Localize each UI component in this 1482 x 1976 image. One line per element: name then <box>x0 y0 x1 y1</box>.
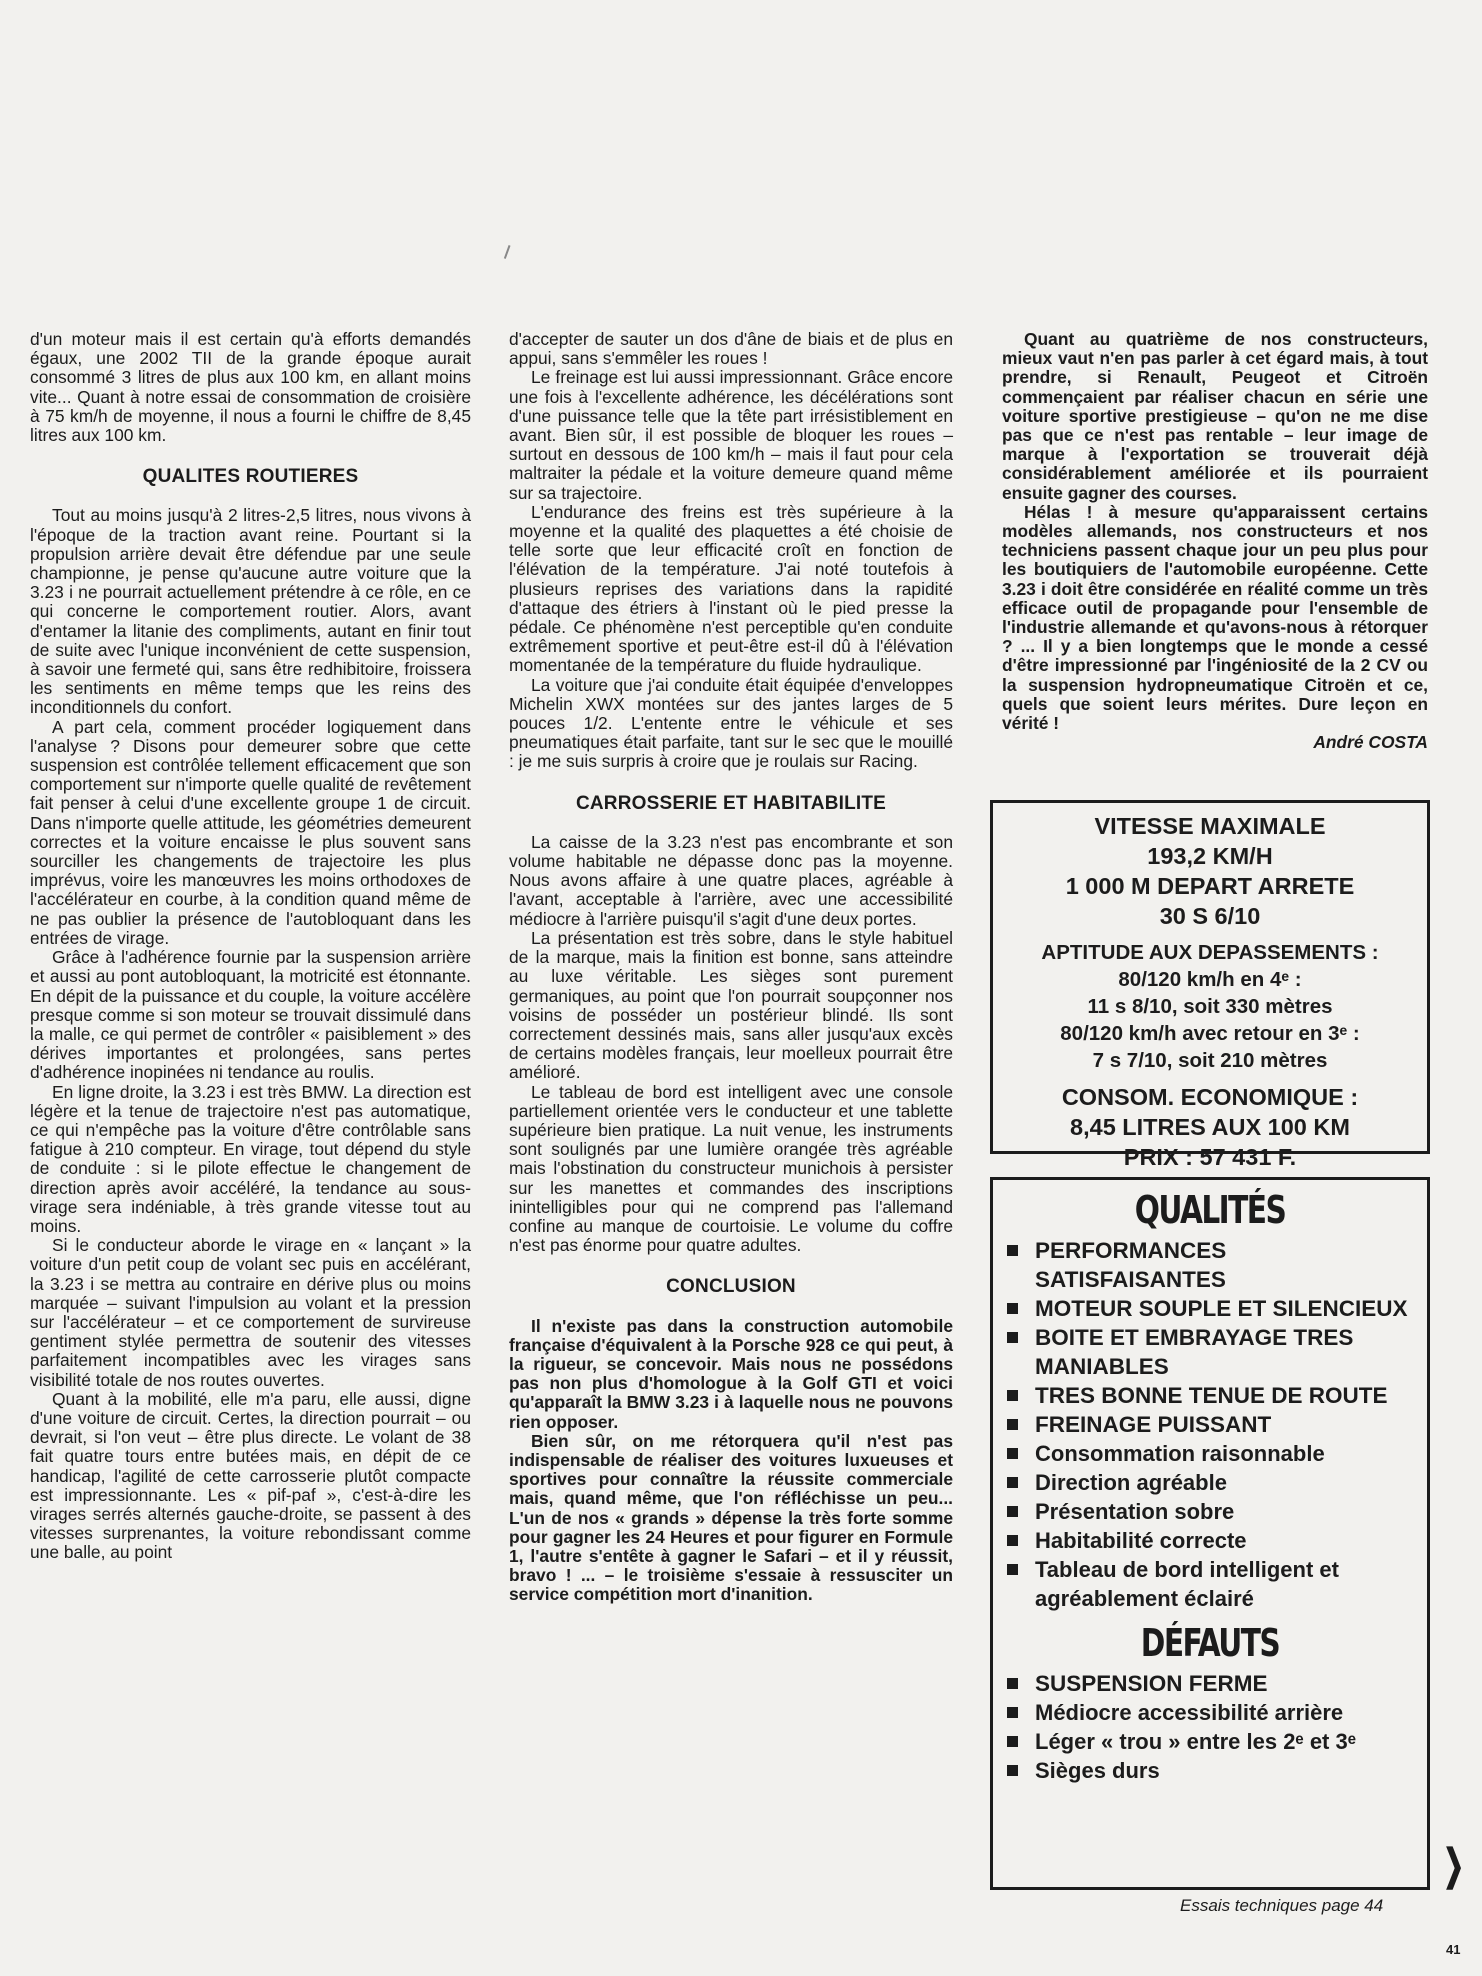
footer-continuation: Essais techniques page 44 <box>1180 1896 1384 1915</box>
list-item: PERFORMANCES SATISFAISANTES <box>1005 1236 1419 1294</box>
page-number: 41 <box>1446 1942 1461 1957</box>
list-item: TRES BONNE TENUE DE ROUTE <box>1005 1381 1419 1410</box>
list-item: FREINAGE PUISSANT <box>1005 1410 1419 1439</box>
list-item: MOTEUR SOUPLE ET SILENCIEUX <box>1005 1294 1419 1323</box>
continue-arrow-icon: ❯ <box>1443 1841 1465 1888</box>
list-item: Médiocre accessibilité arrière <box>1005 1698 1419 1727</box>
paragraph: Grâce à l'adhérence fournie par la suspension arrière et aussi au pont autobloquant, la motricité est étonnante. En dépit de la puissance et du couple, la voiture accélère presque comme si son moteur se trouvait dissimulé dans la malle, ce qui permet de contrôler « paisiblement » des dérives importantes et prolongées, sans pertes d'adhérence inopinées ni tendance au roulis. <box>30 947 471 1083</box>
qualities-defects-box <box>990 1177 1430 1890</box>
spec-line: 1 000 M DEPART ARRETE <box>1065 873 1355 899</box>
paragraph: Quant au quatrième de nos constructeurs, mieux vaut n'en pas parler à cet égard mais, à tout prendre, si Renault, Peugeot et Citroën commençaient par réaliser chacun en série une voiture sportive prestigieuse – qu'on ne me dise pas que ce n'est pas rentable – leur image de marque à l'exportation se trouverait déjà considérablement améliorée et ils pourraient ensuite gagner des courses. <box>1002 329 1428 503</box>
list-item: Présentation sobre <box>1005 1497 1419 1526</box>
section-heading: CONCLUSION <box>666 1276 796 1298</box>
spec-line: 80/120 km/h en 4ᵉ : <box>1118 968 1302 991</box>
paragraph: L'endurance des freins est très supérieure à la moyenne et la qualité des plaquettes a été choisie de telle sorte que leur efficacité croît en fonction de l'élévation de la température. J'ai noté toutefois à plusieurs reprises des variations dans la rapidité d'attaque des étriers à l'instant où le pied presse la pédale. Ce phénomène n'est perceptible qu'en conduite extrêmement sportive et peut-être est-il dû à l'élévation momentanée de la température du fluide hydraulique. <box>509 501 953 676</box>
section-heading: QUALITES ROUTIERES <box>142 466 359 488</box>
spec-line: 30 S 6/10 <box>1159 903 1261 929</box>
spec-line: 7 s 7/10, soit 210 mètres <box>1092 1049 1328 1072</box>
column-left <box>30 330 471 1563</box>
list-item: Sièges durs <box>1005 1756 1419 1785</box>
paragraph: Le tableau de bord est intelligent avec une console partiellement orientée vers le conducteur et une tablette supérieure bien pratique. La nuit venue, les instruments sont soulignés par une lumière orangée très agréable mais l'obstination du constructeur munichois à persister sur les manettes et commandes des inscriptions inintelligibles pour qui ne comprend pas l'allemand confine au manque de courtoisie. Le volume du coffre n'est pas énorme pour quatre adultes. <box>509 1081 953 1256</box>
defects-heading: DÉFAUTS <box>1140 1621 1280 1665</box>
spec-line: VITESSE MAXIMALE <box>1094 813 1326 839</box>
list-item: BOITE ET EMBRAYAGE TRES MANIABLES <box>1005 1323 1419 1381</box>
paragraph: En ligne droite, la 3.23 i est très BMW. La direction est légère et la tenue de trajectoire n'est pas automatique, ce qui n'empêche pas la voiture d'être contrôlable sans fatigue à 210 compteur. En virage, tout dépend du style de conduite : si le pilote effectue le changement de direction après avoir accéléré, la tendance au sous-virage sera indéniable, à très grande vitesse tout au moins. <box>30 1081 471 1236</box>
paragraph: La voiture que j'ai conduite était équipée d'enveloppes Michelin XWX montées sur des jantes larges de 5 pouces 1/2. L'entente entre le véhicule et ses pneumatiques était parfaite, tant sur le sec que le mouillé : je me suis surpris à croire que je roulais sur Racing. <box>509 674 953 772</box>
list-item: Léger « trou » entre les 2ᵉ et 3ᵉ <box>1005 1727 1419 1756</box>
list-item: SUSPENSION FERME <box>1005 1669 1419 1698</box>
paragraph: Tout au moins jusqu'à 2 litres-2,5 litres, nous vivons à l'époque de la traction avant reine. Pourtant si la propulsion arrière devait être défendue par une seule championne, je pense qu'aucune autre voiture que la 3.23 i ne pourrait actuellement prétendre à ce rôle, en ce qui concerne le comportement routier. Alors, avant d'entamer la litanie des compliments, autant en finir tout de suite avec l'unique inconvénient de cette suspension, à savoir une fermeté qui, sans être redhibitoire, froissera les sentiments en même temps que les reins des inconditionnels du confort. <box>30 505 471 718</box>
paragraph: Quant à la mobilité, elle m'a paru, elle aussi, digne d'une voiture de circuit. Certes, la direction pourrait – ou devrait, si l'on veut – être plus directe. Le volant de 38 fait quatre tours entre butées mais, en dépit de ce handicap, l'agilité de cette carrosserie plutôt compacte est impressionnante. Les « pif-paf », c'est-à-dire les virages serrés alternés gauche-droite, se passent à des vitesses surprenantes, la voiture rebondissant comme une balle, au point <box>30 1388 471 1563</box>
paragraph: Le freinage est lui aussi impressionnant. Grâce encore une fois à l'excellente adhérence, les décélérations sont d'une puissance telle que la tête part irrésistiblement en avant. Bien sûr, il est possible de bloquer les roues – surtout en dessous de 100 km/h – mais il faut pour cela maltraiter la pédale et la voiture demeure quand même sur sa trajectoire. <box>509 367 953 503</box>
paragraph: d'un moteur mais il est certain qu'à efforts demandés égaux, une 2002 TII de la grande époque aurait consommé 3 litres de plus aux 100 km, en allant moins vite... Quant à notre essai de consommation de croisière à 75 km/h de moyenne, il nous a fourni le chiffre de 8,45 litres aux 100 km. <box>30 329 471 446</box>
spec-box <box>990 800 1430 1170</box>
author-signature: André COSTA <box>1313 732 1428 753</box>
list-item: Tableau de bord intelligent et agréablement éclairé <box>1005 1555 1419 1613</box>
paragraph: La caisse de la 3.23 n'est pas encombrante et son volume habitable ne dépasse donc pas la moyenne. Nous avons affaire à une quatre places, agréable à l'avant, acceptable à l'arrière, avec une accessibilité médiocre à l'arrière puisqu'il s'agit d'une deux portes. <box>509 831 953 929</box>
paragraph: Il n'existe pas dans la construction automobile française d'équivalent à la Porsche 928 ce qui peut, à la rigueur, se concevoir. Mais nous ne possédons pas non plus d'homologue à la Golf GTI et voici qu'apparaît la BMW 3.23 i à laquelle nous ne pouvons rien opposer. <box>509 1315 953 1432</box>
qualities-heading: QUALITÉS <box>1134 1188 1286 1232</box>
column-middle <box>509 330 953 1605</box>
spec-line: CONSOM. ECONOMIQUE : <box>1061 1084 1359 1110</box>
paragraph: Hélas ! à mesure qu'apparaissent certains modèles allemands, nos constructeurs et nos techniciens passent chaque jour un peu plus pour les boutiquiers de l'automobile européenne. Cette 3.23 i doit être considérée en réalité comme un très efficace outil de propagande pour l'ensemble de l'industrie allemande et qu'avons-nous à rétorquer ? ... Il y a bien longtemps que le monde a cessé d'être impressionné par l'ingéniosité de la 2 CV ou la suspension hydropneumatique Citroën et ce, quels que soient leurs mérites. Dure leçon en vérité ! <box>1002 501 1428 734</box>
spec-line: APTITUDE AUX DEPASSEMENTS : <box>1041 941 1379 964</box>
section-heading: CARROSSERIE ET HABITABILITE <box>575 792 887 814</box>
list-item: Direction agréable <box>1005 1468 1419 1497</box>
defects-list <box>993 1669 1427 1785</box>
spec-line: 80/120 km/h avec retour en 3ᵉ : <box>1060 1022 1360 1045</box>
list-item: Consommation raisonnable <box>1005 1439 1419 1468</box>
stray-mark <box>504 245 516 261</box>
spec-line: 193,2 KM/H <box>1147 843 1273 869</box>
spec-line: 11 s 8/10, soit 330 mètres <box>1087 995 1333 1018</box>
paragraph: A part cela, comment procéder logiquement dans l'analyse ? Disons pour demeurer sobre que cette suspension est contrôlée tellement efficacement que son comportement sur n'importe quelle qualité de revêtement fait penser à celui d'une excellente groupe 1 de circuit. Dans n'importe quelle attitude, les géométries demeurent correctes et la voiture encaisse le plus souvent sans sourciller les changements de trajectoire les plus imprévus, voire les manœuvres les moins orthodoxes de l'accélérateur en courbe, à la condition quand même de ne pas oublier la présence de l'autobloquant dans les entrées de virage. <box>30 716 471 948</box>
list-item: Habitabilité correcte <box>1005 1526 1419 1555</box>
spec-line: 8,45 LITRES AUX 100 KM <box>1070 1114 1350 1140</box>
spec-line: PRIX : 57 431 F. <box>1123 1144 1297 1170</box>
column-right <box>1002 330 1428 752</box>
paragraph: La présentation est très sobre, dans le style habituel de la marque, mais la finition est bonne, sans atteindre au luxe véritable. Les sièges sont purement germaniques, au point que l'on pourrait soupçonner nos voisins de posséder un postérieur blindé. Ils sont correctement dessinés mais, sans aller jusqu'aux excès de certains modèles français, leur moelleux pourrait être amélioré. <box>509 927 953 1083</box>
paragraph: Si le conducteur aborde le virage en « lançant » la voiture d'un petit coup de volant sec puis en accélérant, la 3.23 i se mettra au contraire en dérive plus ou moins marquée – suivant l'impulsion au volant et la pression sur l'accélérateur – et ce comportement de survireuse gentiment stylée permettra de soutenir des vitesses parfaitement incompatibles avec les virages sans visibilité totale de nos routes ouvertes. <box>30 1235 471 1390</box>
qualities-list <box>993 1236 1427 1613</box>
paragraph: Bien sûr, on me rétorquera qu'il n'est pas indispensable de réaliser des voitures luxueuses et sportives pour connaître la réussite commerciale mais, quand même, que l'on réfléchisse un peu... L'un de nos « grands » dépense la très forte somme pour gagner les 24 Heures et pour figurer en Formule 1, l'autre s'entête à gagner le Safari – et il y réussit, bravo ! ... – le troisième s'essaie à ressusciter un service compétition mort d'inanition. <box>509 1430 953 1605</box>
paragraph: d'accepter de sauter un dos d'âne de biais et de plus en appui, sans s'emmêler les roues ! <box>509 329 953 369</box>
